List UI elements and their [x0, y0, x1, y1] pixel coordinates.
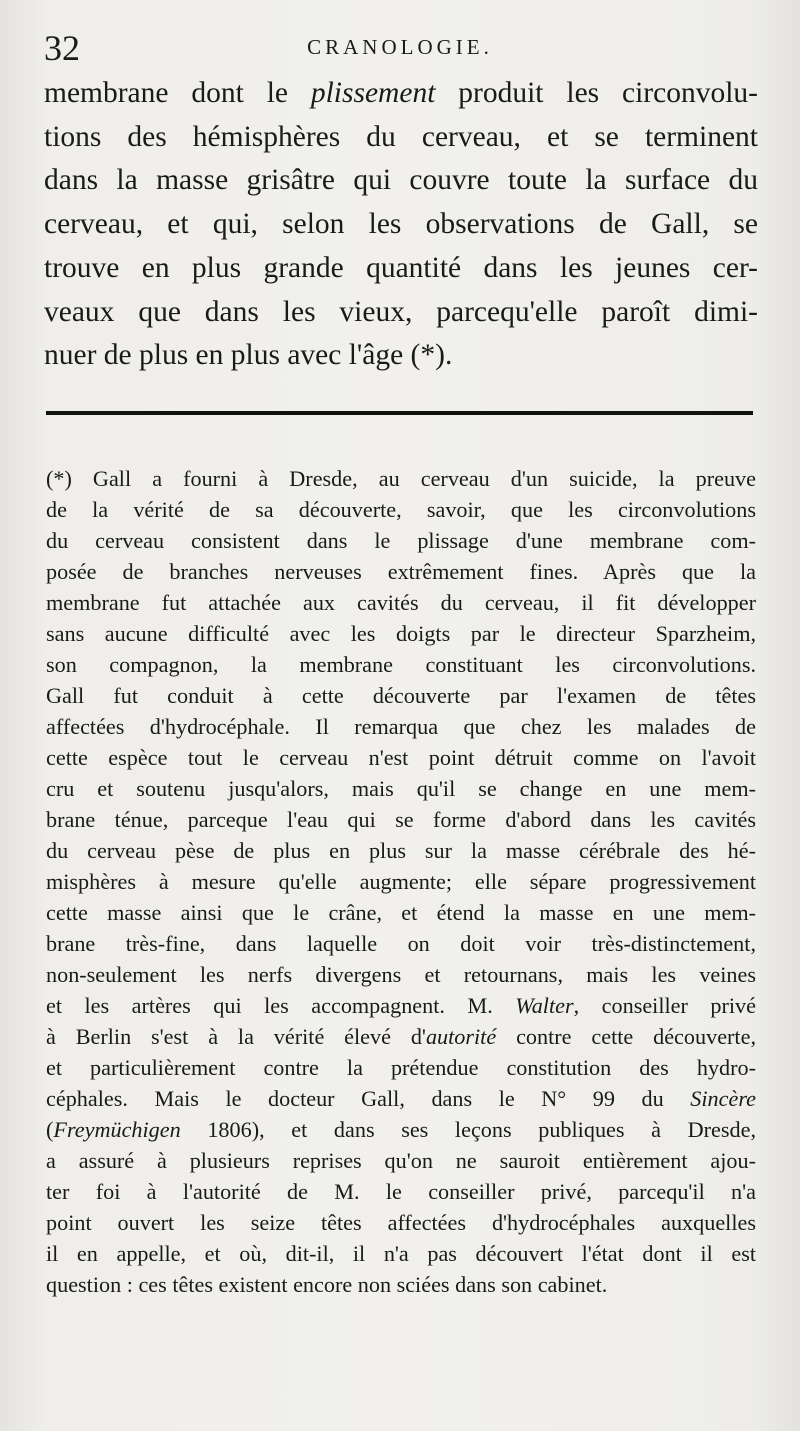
footnote-line [46, 1083, 756, 1114]
text-segment: a assuré à plusieurs reprises qu'on ne sauroit entièrement ajou- [46, 1148, 756, 1173]
text-segment: question : ces têtes existent encore non sciées dans son cabinet. [46, 1272, 608, 1297]
text-segment: affectées d'hydrocéphale. Il remarqua que chez les malades de [46, 714, 756, 739]
footnote-line [46, 742, 756, 773]
text-segment: du cerveau pèse de plus en plus sur la masse cérébrale des hé- [46, 838, 756, 863]
text-segment: de la vérité de sa découverte, savoir, que les circonvolutions [46, 497, 756, 522]
text-segment: ( [46, 1117, 54, 1142]
footnote-line [46, 1114, 756, 1145]
footnote-line [46, 897, 756, 928]
text-segment: misphères à mesure qu'elle augmente; elle sépare progressivement [46, 869, 756, 894]
text-segment: Gall fut conduit à cette découverte par l'examen de têtes [46, 683, 756, 708]
page-number: 32 [44, 28, 80, 68]
text-segment: du cerveau consistent dans le plissage d'une membrane com- [46, 528, 756, 553]
text-segment: non-seulement les nerfs divergens et retournans, mais les veines [46, 962, 756, 987]
text-segment: il en appelle, et où, dit-il, il n'a pas découvert l'état dont il est [46, 1241, 756, 1266]
text-segment: et les artères qui les accompagnent. M. [46, 993, 516, 1018]
main-text-line [44, 116, 758, 160]
text-segment: posée de branches nerveuses extrêmement fines. Après que la [46, 559, 756, 584]
text-segment: membrane dont le [44, 77, 311, 109]
footnote-line [46, 773, 756, 804]
text-segment: produit les circonvolu- [435, 77, 758, 109]
footnote-line [46, 649, 756, 680]
footnote-separator-rule [46, 411, 753, 415]
footnote-line [46, 494, 756, 525]
main-text-line [44, 159, 758, 203]
text-segment: (*) Gall a fourni à Dresde, au cerveau d'un suicide, la preuve [46, 466, 756, 491]
italic-text: Sincère [690, 1086, 756, 1111]
text-segment: cette espèce tout le cerveau n'est point détruit comme on l'avoit [46, 745, 756, 770]
italic-text: plissement [310, 77, 436, 109]
footnote-line [46, 1021, 756, 1052]
text-segment: , conseiller privé [573, 993, 756, 1018]
text-segment: cette masse ainsi que le crâne, et étend la masse en une mem- [46, 900, 756, 925]
footnote-line [46, 1176, 756, 1207]
page-header [44, 22, 756, 72]
footnote-line [46, 1207, 756, 1238]
text-segment: trouve en plus grande quantité dans les jeunes cer- [44, 251, 758, 284]
main-text-line [44, 72, 758, 116]
footnote-line [46, 804, 756, 835]
text-segment: nuer de plus en plus avec l'âge (*). [44, 339, 453, 372]
main-text-line [44, 291, 758, 335]
main-text-line [44, 334, 758, 378]
footnote-line [46, 990, 756, 1021]
footnote-line [46, 1052, 756, 1083]
main-text-line [44, 203, 758, 247]
italic-text: Walter [515, 993, 574, 1018]
text-segment: point ouvert les seize têtes affectées d'hydrocéphales auxquelles [46, 1210, 756, 1235]
text-segment: contre cette découverte, [496, 1024, 756, 1049]
footnote-line [46, 711, 756, 742]
footnote-line [46, 928, 756, 959]
running-title: CRANOLOGIE. [307, 35, 493, 59]
text-segment: tions des hémisphères du cerveau, et se terminent [44, 120, 758, 153]
text-segment: ter foi à l'autorité de M. le conseiller privé, parcequ'il n'a [46, 1179, 756, 1204]
text-segment: sans aucune difficulté avec les doigts par le directeur Sparzheim, [46, 621, 756, 646]
text-segment: cru et soutenu jusqu'alors, mais qu'il se change en une mem- [46, 776, 756, 801]
text-segment: et particulièrement contre la prétendue constitution des hydro- [46, 1055, 756, 1080]
text-segment: céphales. Mais le docteur Gall, dans le N° 99 du [46, 1086, 691, 1111]
text-segment: brane ténue, parceque l'eau qui se forme d'abord dans les cavités [46, 807, 756, 832]
footnote-line [46, 463, 756, 494]
footnote [46, 463, 756, 1300]
text-segment: membrane fut attachée aux cavités du cerveau, il fit développer [46, 590, 756, 615]
italic-text: autorité [425, 1024, 497, 1049]
footnote-line [46, 835, 756, 866]
text-segment: brane très-fine, dans laquelle on doit voir très-distinctement, [46, 931, 756, 956]
text-segment: son compagnon, la membrane constituant les circonvolutions. [46, 652, 756, 677]
footnote-line [46, 587, 756, 618]
main-paragraph [44, 72, 758, 378]
footnote-line [46, 556, 756, 587]
footnote-line [46, 618, 756, 649]
footnote-line [46, 1238, 756, 1269]
text-segment: cerveau, et qui, selon les observations de Gall, se [44, 208, 758, 241]
footnote-line [46, 525, 756, 556]
italic-text: Freymüchigen [53, 1117, 181, 1142]
footnote-line [46, 959, 756, 990]
text-segment: veaux que dans les vieux, parcequ'elle paroît dimi- [44, 295, 758, 328]
text-segment: dans la masse grisâtre qui couvre toute la surface du [44, 164, 758, 197]
main-text-line [44, 247, 758, 291]
text-segment: à Berlin s'est à la vérité élevé d' [46, 1024, 426, 1049]
footnote-line [46, 680, 756, 711]
footnote-line [46, 1269, 756, 1300]
footnote-line [46, 1145, 756, 1176]
footnote-line [46, 866, 756, 897]
text-segment: 1806), et dans ses leçons publiques à Dresde, [180, 1117, 756, 1142]
